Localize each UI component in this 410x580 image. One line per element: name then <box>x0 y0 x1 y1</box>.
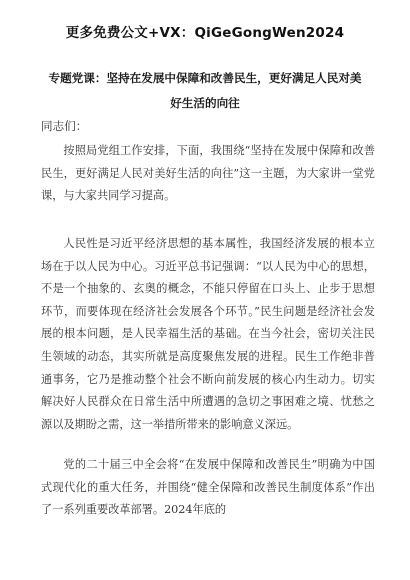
document-title: 专题党课：坚持在发展中保障和改善民生，更好满足人民对美好生活的向往 <box>48 71 362 110</box>
paragraph: 人民性是习近平经济思想的基本属性，我国经济发展的根本立场在于以人民为中心。习近平总书记强调：“以人民为中心的思想，不是一个抽象的、玄奥的概念，不能只停留在口头上、止步于思想环节，而要体现在经济社会发展各个环节。”民生问题是经济社会发展的根本问题，是人民幸福生活的基础。在当今社会，密切关注民生领域的动态，其实所就是高度聚焦发展的进程。民生工作绝非普通事务，它乃是推动整个社会不断向前发展的核心内生动力。切实解决好人民群众在日常生活中所遭遇的急切之事困难之境、忧愁之源以及期盼之需，这一举措所带来的影响意义深远。 <box>41 237 375 431</box>
greeting: 同志们： <box>41 119 88 133</box>
watermark-header: 更多免费公文+VX：QiGeGongWen2024 <box>65 25 345 41</box>
paragraph: 按照局党组工作安排，下面，我围绕“坚持在发展中保障和改善民生，更好满足人民对美好生活的向往”这一主题，为大家讲一堂党课，与大家共同学习提高。 <box>41 144 375 203</box>
paragraph: 党的二十届三中全会将“在发展中保障和改善民生”明确为中国式现代化的重大任务，并围绕“健全保障和改善民生制度体系”作出了一系列重要改革部署。2024年底的 <box>41 458 375 517</box>
